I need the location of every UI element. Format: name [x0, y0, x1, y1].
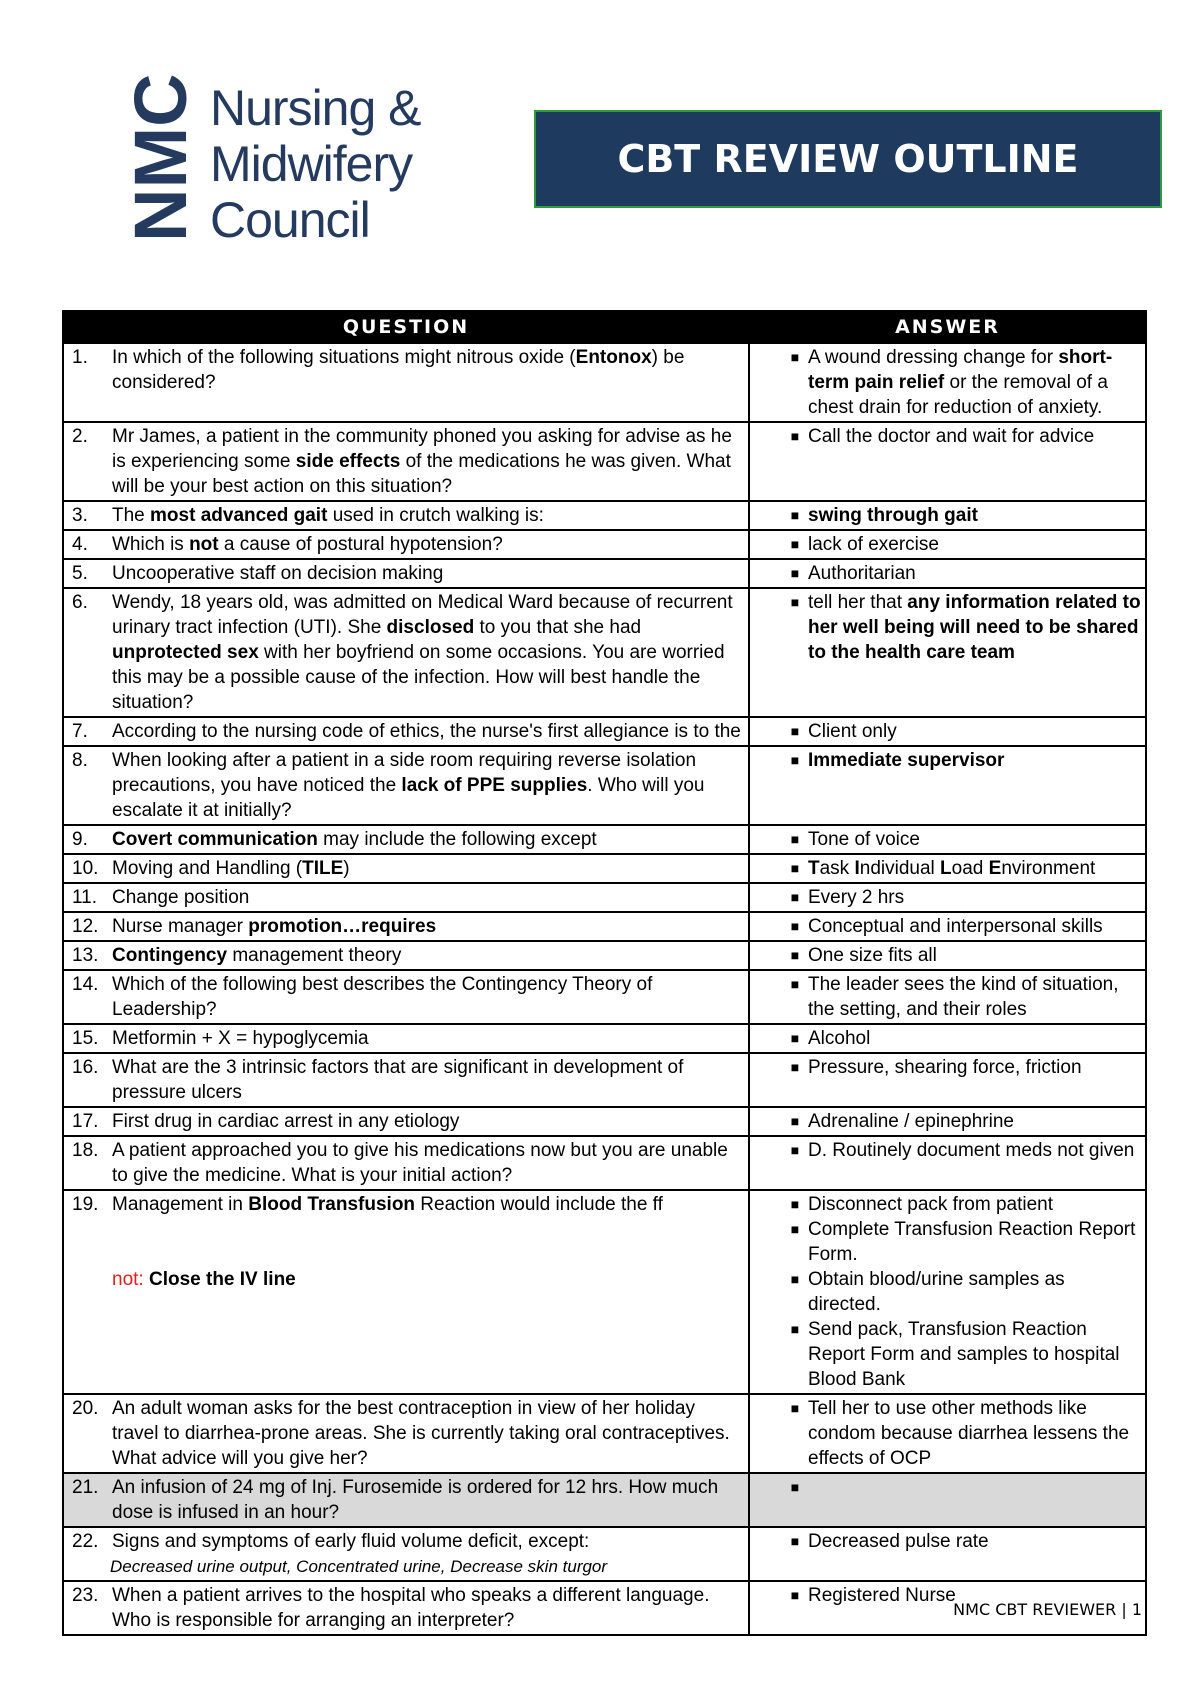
bullet-icon: ■: [790, 594, 800, 610]
bullet-icon: ■: [790, 1142, 800, 1158]
answer-list: [756, 719, 1141, 744]
question-cell: [63, 825, 749, 854]
bullet-icon: ■: [790, 565, 800, 581]
question-cell: [63, 717, 749, 746]
logo-wordmark: [210, 80, 421, 248]
bullet-icon: ■: [790, 947, 800, 963]
answer-item: [756, 345, 1141, 420]
question-text: Wendy, 18 years old, was admitted on Medical Ward because of recurrent urinary tract infection (UTI). She disclosed to you that she had unprotected sex with her boyfriend on some occasions. You are worried this may be a possible cause of the infection. How will best handle the situation?: [112, 592, 733, 713]
bullet-icon: ■: [790, 1271, 800, 1287]
question-number: 11.: [72, 887, 98, 908]
answer-text: Call the doctor and wait for advice: [808, 426, 1095, 447]
answer-text: Conceptual and interpersonal skills: [808, 916, 1103, 937]
answer-list: [756, 1529, 1141, 1554]
question-cell: [63, 530, 749, 559]
question-cell: [63, 1107, 749, 1136]
question-number: 12.: [72, 916, 99, 937]
answer-text: lack of exercise: [808, 534, 939, 555]
question-text: Moving and Handling (TILE): [112, 858, 350, 879]
table-row: [63, 1107, 1146, 1136]
question-number: 23.: [72, 1585, 99, 1606]
question-cell: [63, 588, 749, 717]
answer-text: Obtain blood/urine samples as directed.: [808, 1269, 1065, 1315]
question-cell: [63, 1527, 749, 1581]
question-text: An infusion of 24 mg of Inj. Furosemide is ordered for 12 hrs. How much dose is infused in an hour?: [112, 1477, 719, 1523]
question-text: When a patient arrives to the hospital who speaks a different language. Who is responsible for arranging an interpreter?: [112, 1585, 710, 1631]
answer-text: Alcohol: [808, 1028, 871, 1049]
answer-list: [756, 856, 1141, 881]
answer-cell: [749, 941, 1146, 970]
answer-cell: [749, 559, 1146, 588]
answer-list: [756, 1475, 1141, 1500]
answer-cell: [749, 1053, 1146, 1107]
bullet-icon: ■: [790, 918, 800, 934]
bullet-icon: ■: [790, 1221, 800, 1237]
question-number: 5.: [72, 563, 88, 584]
answer-cell: [749, 1394, 1146, 1473]
question-text: What are the 3 intrinsic factors that are significant in development of pressure ulcers: [112, 1057, 684, 1103]
bullet-icon: ■: [790, 1321, 800, 1337]
question-text: A patient approached you to give his medications now but you are unable to give the medicine. What is your initial action?: [112, 1140, 728, 1186]
answer-header: ANSWER: [749, 311, 1146, 343]
table-row: [63, 1394, 1146, 1473]
answer-text: Client only: [808, 721, 897, 742]
question-text: Change position: [112, 887, 250, 908]
logo-line-3: Council: [210, 192, 370, 248]
page-footer: NMC CBT REVIEWER | 1: [953, 1600, 1142, 1619]
question-number: 4.: [72, 534, 88, 555]
page-title: CBT REVIEW OUTLINE: [617, 137, 1079, 181]
bullet-icon: ■: [790, 752, 800, 768]
answer-list: [756, 943, 1141, 968]
table-row: [63, 1136, 1146, 1190]
question-number: 14.: [72, 974, 99, 995]
answer-item: [756, 827, 1141, 852]
answer-text: Tell her to use other methods like condom because diarrhea lessens the effects of OCP: [808, 1398, 1130, 1469]
answer-item: [756, 1192, 1141, 1217]
question-cell: [63, 941, 749, 970]
question-number: 20.: [72, 1398, 99, 1419]
bullet-icon: ■: [790, 1030, 800, 1046]
question-number: 17.: [72, 1111, 99, 1132]
answer-text: swing through gait: [808, 505, 978, 526]
question-header: QUESTION: [63, 311, 749, 343]
answer-text: Authoritarian: [808, 563, 916, 584]
question-text: Which is not a cause of postural hypotension?: [112, 534, 503, 555]
answer-text: A wound dressing change for short-term pain relief or the removal of a chest drain for reduction of anxiety.: [808, 347, 1113, 418]
table-row: [63, 343, 1146, 422]
bullet-icon: ■: [790, 1479, 800, 1495]
nmc-logo: [119, 73, 468, 248]
answer-item: [756, 561, 1141, 586]
answer-item: [756, 1217, 1141, 1267]
answer-list: [756, 1109, 1141, 1134]
question-text: Nurse manager promotion…requires: [112, 916, 437, 937]
answer-item: [756, 885, 1141, 910]
question-cell: [63, 1581, 749, 1635]
answer-cell: [749, 970, 1146, 1024]
qa-table: [62, 310, 1147, 1636]
table-row: [63, 559, 1146, 588]
table-row: [63, 1024, 1146, 1053]
answer-list: [756, 1192, 1141, 1392]
bullet-icon: ■: [790, 976, 800, 992]
answer-item: [756, 1475, 1141, 1500]
answer-cell: [749, 717, 1146, 746]
answer-cell: [749, 1024, 1146, 1053]
table-row: [63, 854, 1146, 883]
question-number: 18.: [72, 1140, 99, 1161]
answer-list: [756, 424, 1141, 449]
nmc-logo-mark-text: NMC: [119, 73, 202, 242]
question-text: The most advanced gait used in crutch walking is:: [112, 505, 544, 526]
answer-cell: [749, 883, 1146, 912]
answer-text: Every 2 hrs: [808, 887, 905, 908]
answer-item: [756, 503, 1141, 528]
answer-item: [756, 1055, 1141, 1080]
answer-list: [756, 503, 1141, 528]
bullet-icon: ■: [790, 831, 800, 847]
answer-item: [756, 914, 1141, 939]
answer-cell: [749, 1473, 1146, 1527]
bullet-icon: ■: [790, 1059, 800, 1075]
answer-list: [756, 1138, 1141, 1163]
question-subtext: Decreased urine output, Concentrated urine, Decrease skin turgor: [110, 1557, 608, 1576]
answer-cell: [749, 912, 1146, 941]
question-cell: [63, 854, 749, 883]
question-cell: [63, 912, 749, 941]
table-row: [63, 588, 1146, 717]
answer-text: D. Routinely document meds not given: [808, 1140, 1135, 1161]
answer-text: Disconnect pack from patient: [808, 1194, 1054, 1215]
answer-cell: [749, 854, 1146, 883]
table-row: [63, 422, 1146, 501]
answer-cell: [749, 825, 1146, 854]
answer-list: [756, 972, 1141, 1022]
table-row: [63, 883, 1146, 912]
answer-item: [756, 719, 1141, 744]
answer-cell: [749, 422, 1146, 501]
question-number: 13.: [72, 945, 99, 966]
answer-cell: [749, 1136, 1146, 1190]
answer-cell: [749, 588, 1146, 717]
answer-text: [808, 1475, 1141, 1500]
bullet-icon: ■: [790, 860, 800, 876]
qa-table-body: [63, 343, 1146, 1635]
table-row: [63, 941, 1146, 970]
question-text: An adult woman asks for the best contraception in view of her holiday travel to diarrhea-prone areas. She is currently taking oral contraceptives. What advice will you give her?: [112, 1398, 730, 1469]
bullet-icon: ■: [790, 1113, 800, 1129]
answer-list: [756, 1055, 1141, 1080]
note-label: not:: [112, 1269, 144, 1290]
answer-list: [756, 914, 1141, 939]
bullet-icon: ■: [790, 1533, 800, 1549]
question-number: 8.: [72, 750, 88, 771]
answer-item: [756, 1396, 1141, 1471]
table-row: [63, 912, 1146, 941]
question-number: 15.: [72, 1028, 99, 1049]
answer-item: [756, 856, 1141, 881]
answer-item: [756, 1138, 1141, 1163]
answer-list: [756, 827, 1141, 852]
nmc-logo-mark: [119, 73, 202, 242]
question-number: 6.: [72, 592, 88, 613]
answer-item: [756, 1109, 1141, 1134]
answer-list: [756, 345, 1141, 420]
question-cell: [63, 422, 749, 501]
question-cell: [63, 1024, 749, 1053]
bullet-icon: ■: [790, 1587, 800, 1603]
question-number: 10.: [72, 858, 99, 879]
answer-text: Decreased pulse rate: [808, 1531, 989, 1552]
answer-list: [756, 1396, 1141, 1471]
question-number: 19.: [72, 1194, 99, 1215]
question-text: Signs and symptoms of early fluid volume deficit, except:: [112, 1531, 590, 1552]
table-row: [63, 1527, 1146, 1581]
logo-line-1: Nursing &: [210, 80, 421, 136]
question-cell: [63, 501, 749, 530]
bullet-icon: ■: [790, 723, 800, 739]
question-number: 7.: [72, 721, 88, 742]
answer-list: [756, 532, 1141, 557]
question-text: Contingency management theory: [112, 945, 402, 966]
answer-cell: [749, 501, 1146, 530]
note-text: Close the IV line: [148, 1269, 296, 1290]
table-row: [63, 717, 1146, 746]
table-row: [63, 1190, 1146, 1394]
answer-cell: [749, 343, 1146, 422]
logo-line-2: Midwifery: [210, 136, 413, 192]
answer-text: Registered Nurse: [808, 1585, 956, 1606]
table-row: [63, 1053, 1146, 1107]
question-cell: [63, 883, 749, 912]
question-text: When looking after a patient in a side room requiring reverse isolation precautions, you have noticed the lack of PPE supplies. Who will you escalate it at initially?: [112, 750, 705, 821]
answer-text: Pressure, shearing force, friction: [808, 1057, 1082, 1078]
answer-cell: [749, 1107, 1146, 1136]
answer-item: [756, 532, 1141, 557]
answer-item: [756, 1267, 1141, 1317]
question-cell: [63, 970, 749, 1024]
question-number: 22.: [72, 1531, 99, 1552]
answer-item: [756, 943, 1141, 968]
answer-item: [756, 1529, 1141, 1554]
answer-item: [756, 748, 1141, 773]
table-header-row: [63, 311, 1146, 343]
question-cell: [63, 1053, 749, 1107]
question-text: Uncooperative staff on decision making: [112, 563, 444, 584]
bullet-icon: ■: [790, 1400, 800, 1416]
bullet-icon: ■: [790, 428, 800, 444]
question-number: 16.: [72, 1057, 99, 1078]
answer-text: Send pack, Transfusion Reaction Report Form and samples to hospital Blood Bank: [808, 1319, 1120, 1390]
answer-cell: [749, 1527, 1146, 1581]
question-cell: [63, 1136, 749, 1190]
answer-item: [756, 972, 1141, 1022]
bullet-icon: ■: [790, 349, 800, 365]
answer-list: [756, 561, 1141, 586]
table-row: [63, 970, 1146, 1024]
question-number: 2.: [72, 426, 88, 447]
answer-cell: [749, 530, 1146, 559]
question-text: Covert communication may include the following except: [112, 829, 597, 850]
bullet-icon: ■: [790, 1196, 800, 1212]
question-text: Metformin + X = hypoglycemia: [112, 1028, 369, 1049]
answer-list: [756, 885, 1141, 910]
table-row: [63, 746, 1146, 825]
question-text: Mr James, a patient in the community phoned you asking for advise as he is experiencing some side effects of the medications he was given. What will be your best action on this situation?: [112, 426, 732, 497]
answer-item: [756, 590, 1141, 665]
question-cell: [63, 559, 749, 588]
question-cell: [63, 1190, 749, 1394]
answer-item: [756, 1026, 1141, 1051]
answer-text: Complete Transfusion Reaction Report Form.: [808, 1219, 1136, 1265]
question-cell: [63, 1473, 749, 1527]
answer-list: [756, 590, 1141, 665]
answer-cell: [749, 746, 1146, 825]
question-text: Management in Blood Transfusion Reaction would include the ff not: Close the IV line: [112, 1194, 663, 1290]
question-cell: [63, 343, 749, 422]
question-text: According to the nursing code of ethics, the nurse's first allegiance is to the: [112, 721, 741, 742]
title-banner: [534, 110, 1162, 208]
answer-text: Immediate supervisor: [808, 750, 1005, 771]
table-row: [63, 530, 1146, 559]
question-cell: [63, 1394, 749, 1473]
answer-text: Task Individual Load Environment: [808, 858, 1096, 879]
answer-list: [756, 1026, 1141, 1051]
answer-list: [756, 748, 1141, 773]
question-text: In which of the following situations might nitrous oxide (Entonox) be considered?: [112, 347, 685, 393]
bullet-icon: ■: [790, 507, 800, 523]
answer-item: [756, 1317, 1141, 1392]
question-number: 21.: [72, 1477, 99, 1498]
bullet-icon: ■: [790, 536, 800, 552]
question-text: Which of the following best describes the Contingency Theory of Leadership?: [112, 974, 653, 1020]
table-row: [63, 1473, 1146, 1527]
answer-text: tell her that any information related to her well being will need to be shared to the health care team: [808, 592, 1141, 663]
question-number: 1.: [72, 347, 88, 368]
answer-text: One size fits all: [808, 945, 937, 966]
table-row: [63, 501, 1146, 530]
question-number: 9.: [72, 829, 88, 850]
table-row: [63, 825, 1146, 854]
question-cell: [63, 746, 749, 825]
answer-text: The leader sees the kind of situation, the setting, and their roles: [808, 974, 1119, 1020]
bullet-icon: ■: [790, 889, 800, 905]
answer-cell: [749, 1190, 1146, 1394]
answer-text: Adrenaline / epinephrine: [808, 1111, 1014, 1132]
question-number: 3.: [72, 505, 88, 526]
question-text: First drug in cardiac arrest in any etiology: [112, 1111, 460, 1132]
answer-item: [756, 424, 1141, 449]
answer-text: Tone of voice: [808, 829, 920, 850]
